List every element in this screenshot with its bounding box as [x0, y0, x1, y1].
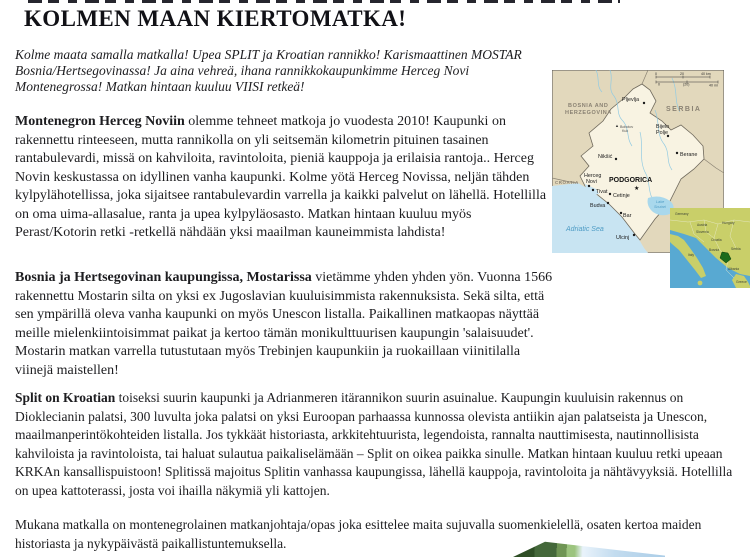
page-title: KOLMEN MAAN KIERTOMATKA! [24, 6, 407, 31]
inset-label-hungary: Hungary [722, 221, 735, 225]
scale-km-20: 20 [680, 72, 684, 76]
capital-star-icon: ★ [634, 186, 640, 192]
paragraph-guide [15, 516, 741, 553]
croatia-label: CROATIA [555, 180, 579, 185]
paragraph-split-text: toiseksi suurin kaupunki ja Adrianmeren itärannikon suurin asuinalue. Kaupungin kuuluisin rakennus on Dioklecianin palatsi, 300 luvulta joka palatsi on yksi Euroopan parhaassa kunnossa olevista antiikin ajan palatseista ja Unescon, maailmanperintökohteiden listalla. Jos tykkäät historiasta, arkkitehtuurista, legendoista, rannalta nauttimisesta, nautinnollisista kahviloista ja ravintoloista, tai haluat sulautua paikaliselämään – Split on oikea paikka sinulle. Matkan hintaan kuuluu retki upeaan KRKAn kansallispuistoon! Splitissä majoitus Splitin vanhassa kaupungissa, lähellä kauppoja, ravintoloita ja nähtävyyksiä. Hotellilla on upea kattoterassi, josta voi ihailla näkymiä yli kattojen. [15, 390, 733, 498]
inset-label-slovenia: Slovenia [696, 230, 709, 234]
scale-mi-20: (20) [683, 82, 690, 87]
inset-label-albania: Albania [728, 267, 739, 271]
lake-scutari-label-line1: Lake [656, 200, 665, 204]
paragraph-split-lead: Split on Kroatian [15, 390, 116, 405]
city-pljevlja: Pljevlja [622, 97, 640, 103]
bosnia-label-line1: BOSNIA AND [568, 103, 609, 109]
cropped-text-artifact [28, 0, 620, 3]
paragraph-montenegro-text: olemme tehneet matkoja jo vuodesta 2010! Kaupunki on rakennettu rinteeseen, mutta rannikolla on yli seitsemän kilometrin pituinen tasainen rantabulevardi, missä on kahviloita, ravintoloita, pieniä kauppoja ja erilaisia rantoja.. Herceg Novin keskustassa on idyllinen vanha kaupunki. Kolme yötä Herceg Novissa, neljän tähden kylpylähotellissa, joka sijaitsee rantabulevardin varrella ja kaikki palvelut on lähellä. Hotellilla on oma uima-allasalue, ranta ja upea kylpyläosasto. Matkan hintaan kuuluu myös Perast/Kotorin retki -retkellä nähdään yksi maailman kauneimmista lahdista! [15, 114, 547, 240]
scale-km-0: 0 [655, 72, 657, 76]
paragraph-mostar-lead: Bosnia ja Hertsegovinan kaupungissa, Mostarissa [15, 270, 312, 285]
inset-label-germany: Germany [675, 212, 689, 216]
inset-label-italy: Italy [688, 253, 695, 257]
adriatic-sea-label: Adriatic Sea [566, 226, 604, 233]
lake-scutari-label-line2: Scutari [654, 205, 666, 209]
bosnia-label-line2: HERZEGOVINA [565, 110, 612, 116]
city-herceg-line2: Novi [586, 179, 597, 185]
city-cetinje: Cetinje [613, 193, 630, 199]
intro-paragraph: Kolme maata samalla matkalla! Upea SPLIT ja Kroatian rannikko! Karismaattinen MOSTAR Bosnia/Hertsegovinassa! Ja aina vehreä, ihana rannikkokaupunkimme Herceg Novi Montenegrossa! Matkan hintaan kuuluu VIISI retkeä! [15, 47, 522, 94]
serbia-label: SERBIA [666, 106, 702, 113]
city-bijelo-line1: Bijelo [656, 124, 670, 130]
scale-km-40: 40 km [701, 72, 711, 76]
city-berane: Berane [680, 152, 698, 158]
paragraph-mostar [15, 269, 556, 380]
mountain-icon: ▲ [615, 123, 619, 128]
city-budva: Budva [590, 203, 606, 209]
peak-label-line1: Bobotov [620, 125, 634, 129]
inset-sicily [698, 281, 703, 286]
paragraph-split [15, 389, 741, 500]
city-tivat: Tivat [596, 189, 608, 195]
inset-label-croatia: Croatia [711, 238, 722, 242]
inset-label-austria: Austria [697, 223, 708, 227]
city-herceg-line1: Herceg [584, 173, 602, 179]
balkans-inset-map [670, 208, 750, 288]
capital-label: PODGORICA [609, 177, 653, 184]
inset-label-serbia: Serbia [731, 247, 741, 251]
city-bijelo-line2: Polje [656, 130, 668, 136]
scale-mi-40: 40 mi [709, 83, 718, 88]
inset-label-greece: Greece [736, 280, 747, 284]
inset-label-bosnia: Bosnia [709, 248, 720, 252]
city-ulcinj: Ulcinj [616, 235, 630, 241]
paragraph-guide-text: Mukana matkalla on montenegrolainen matkanjohtaja/opas joka esittelee maita sujuvalla suomenkielellä, osaten kertoa maiden historiasta ja nykypäivästä paikallistuntemuksella. [15, 517, 702, 551]
peak-label-line2: Kuk [622, 129, 629, 133]
city-niksic: Nikšić [598, 154, 613, 160]
paragraph-mostar-text: vietämme yhden yhden yön. Vuonna 1566 rakennettu Mostarin silta on yksi ex Jugoslavian kuuluisimmista rakennuksista. Sekä silta, että sen ympärillä oleva vanha kaupunki on myös Unescon listalla. Paikallinen matkaopas näyttää meille mielenkiintoisimmat paikat ja kertoo tämän monikulttuurisen kaupungin 'salaisuudet'. Mostarin matkan varrella tutustutaan myös Trebinjen kaupunkiin ja ruokaillaan viinitilalla viinejä maistellen! [15, 270, 553, 378]
paragraph-montenegro [15, 113, 556, 243]
scale-mi-0: 0 [658, 82, 660, 87]
paragraph-montenegro-lead: Montenegron Herceg Noviin [15, 114, 185, 129]
city-bar: Bar [623, 213, 632, 219]
